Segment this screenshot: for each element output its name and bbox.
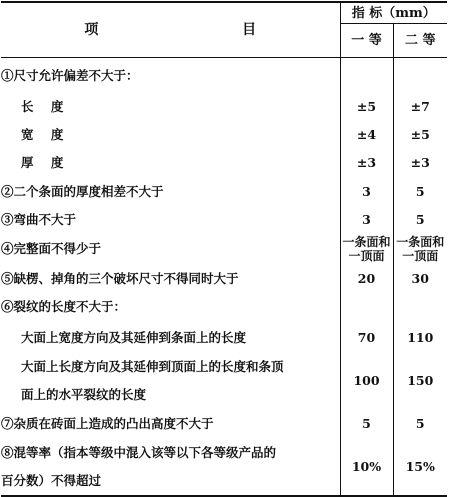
- row-label-complete-faces: ④完整面不得少于: [1, 241, 102, 256]
- row-value-grade-1: [340, 58, 393, 93]
- row-label-length: 长 度: [21, 99, 64, 114]
- complete-faces-grade-1-line-2: 一顶面: [348, 248, 385, 263]
- row-value-grade-1: 100: [340, 353, 393, 409]
- grade-1-header: 一 等: [340, 24, 393, 58]
- header-row-top: [1, 2, 447, 24]
- table-row: [1, 149, 447, 177]
- row-value-grade-2: 30: [393, 265, 447, 292]
- row-value-grade-2: ±3: [393, 149, 447, 177]
- table-row: [1, 353, 447, 409]
- table-row: [1, 58, 447, 93]
- row-value-grade-2: [393, 292, 447, 322]
- row-label-bending: ③弯曲不大于: [1, 211, 77, 227]
- row-value-grade-2: 150: [393, 353, 447, 409]
- row-value-grade-2: ±5: [393, 121, 447, 149]
- index-group-header: 指 标（mm）: [340, 2, 447, 24]
- row-label-width-crack: 大面上宽度方向及其延伸到条面上的长度: [21, 329, 247, 345]
- table-row: [1, 93, 447, 121]
- row-label-thickness: 厚 度: [21, 155, 64, 170]
- table-row: [1, 177, 447, 206]
- row-value-grade-1: 3: [340, 206, 393, 233]
- table-row: [1, 409, 447, 439]
- mixed-grade-line-1: ⑧混等率（指本等级中混入该等以下各等级产品的: [1, 444, 277, 460]
- row-value-grade-2: 5: [393, 409, 447, 439]
- row-label-width: 宽 度: [21, 127, 64, 142]
- row-value-grade-1: [340, 292, 393, 322]
- table-row: [1, 233, 447, 265]
- complete-faces-grade-2-line-1: 一条面和: [396, 234, 445, 249]
- row-label-length-crack: [1, 353, 340, 409]
- row-value-grade-1: ±3: [340, 149, 393, 177]
- table-row: [1, 265, 447, 292]
- row-label-mixed-grade-rate: [1, 439, 340, 496]
- row-label-size-deviation: ①尺寸允许偏差不大于：: [1, 67, 139, 83]
- row-value-grade-2: 5: [393, 206, 447, 233]
- length-crack-line-2: 面上的水平裂纹的长度: [21, 386, 147, 402]
- row-value-grade-1: ±5: [340, 93, 393, 121]
- row-value-grade-1: 10%: [340, 439, 393, 496]
- row-value-grade-2: 5: [393, 177, 447, 206]
- row-value-grade-2: [393, 233, 447, 265]
- mixed-grade-line-2: 百分数）不得超过: [1, 472, 102, 488]
- row-value-grade-1: 5: [340, 409, 393, 439]
- row-value-grade-2: 15%: [393, 439, 447, 496]
- row-label-impurity: ⑦杂质在砖面上造成的凸出高度不大于: [1, 416, 214, 431]
- length-crack-line-1: 大面上长度方向及其延伸到顶面上的长度和条顶: [21, 358, 284, 374]
- grade-2-header: 二 等: [393, 24, 447, 58]
- row-value-grade-1: ±4: [340, 121, 393, 149]
- item-header-right: 目: [242, 21, 257, 38]
- row-value-grade-1: [340, 233, 393, 265]
- table-row: [1, 322, 447, 353]
- item-column-header: [1, 2, 340, 58]
- brick-quality-spec-table: [1, 1, 447, 497]
- row-value-grade-2: 110: [393, 322, 447, 353]
- table-row: [1, 121, 447, 149]
- row-label-thickness-difference: ②二个条面的厚度相差不大于: [1, 183, 164, 199]
- row-value-grade-2: [393, 58, 447, 93]
- row-label-edge-damage: ⑤缺楞、掉角的三个破坏尺寸不得同时大于: [1, 270, 239, 286]
- table-row: [1, 206, 447, 233]
- row-label-crack-length: ⑥裂纹的长度不大于：: [1, 299, 127, 314]
- complete-faces-grade-1-line-1: 一条面和: [342, 234, 391, 249]
- row-value-grade-1: 70: [340, 322, 393, 353]
- row-value-grade-2: ±7: [393, 93, 447, 121]
- table-row: [1, 292, 447, 322]
- item-header-left: 项: [84, 21, 99, 38]
- row-value-grade-1: 20: [340, 265, 393, 292]
- row-value-grade-1: 3: [340, 177, 393, 206]
- complete-faces-grade-2-line-2: 一顶面: [402, 248, 439, 263]
- table-row: [1, 439, 447, 496]
